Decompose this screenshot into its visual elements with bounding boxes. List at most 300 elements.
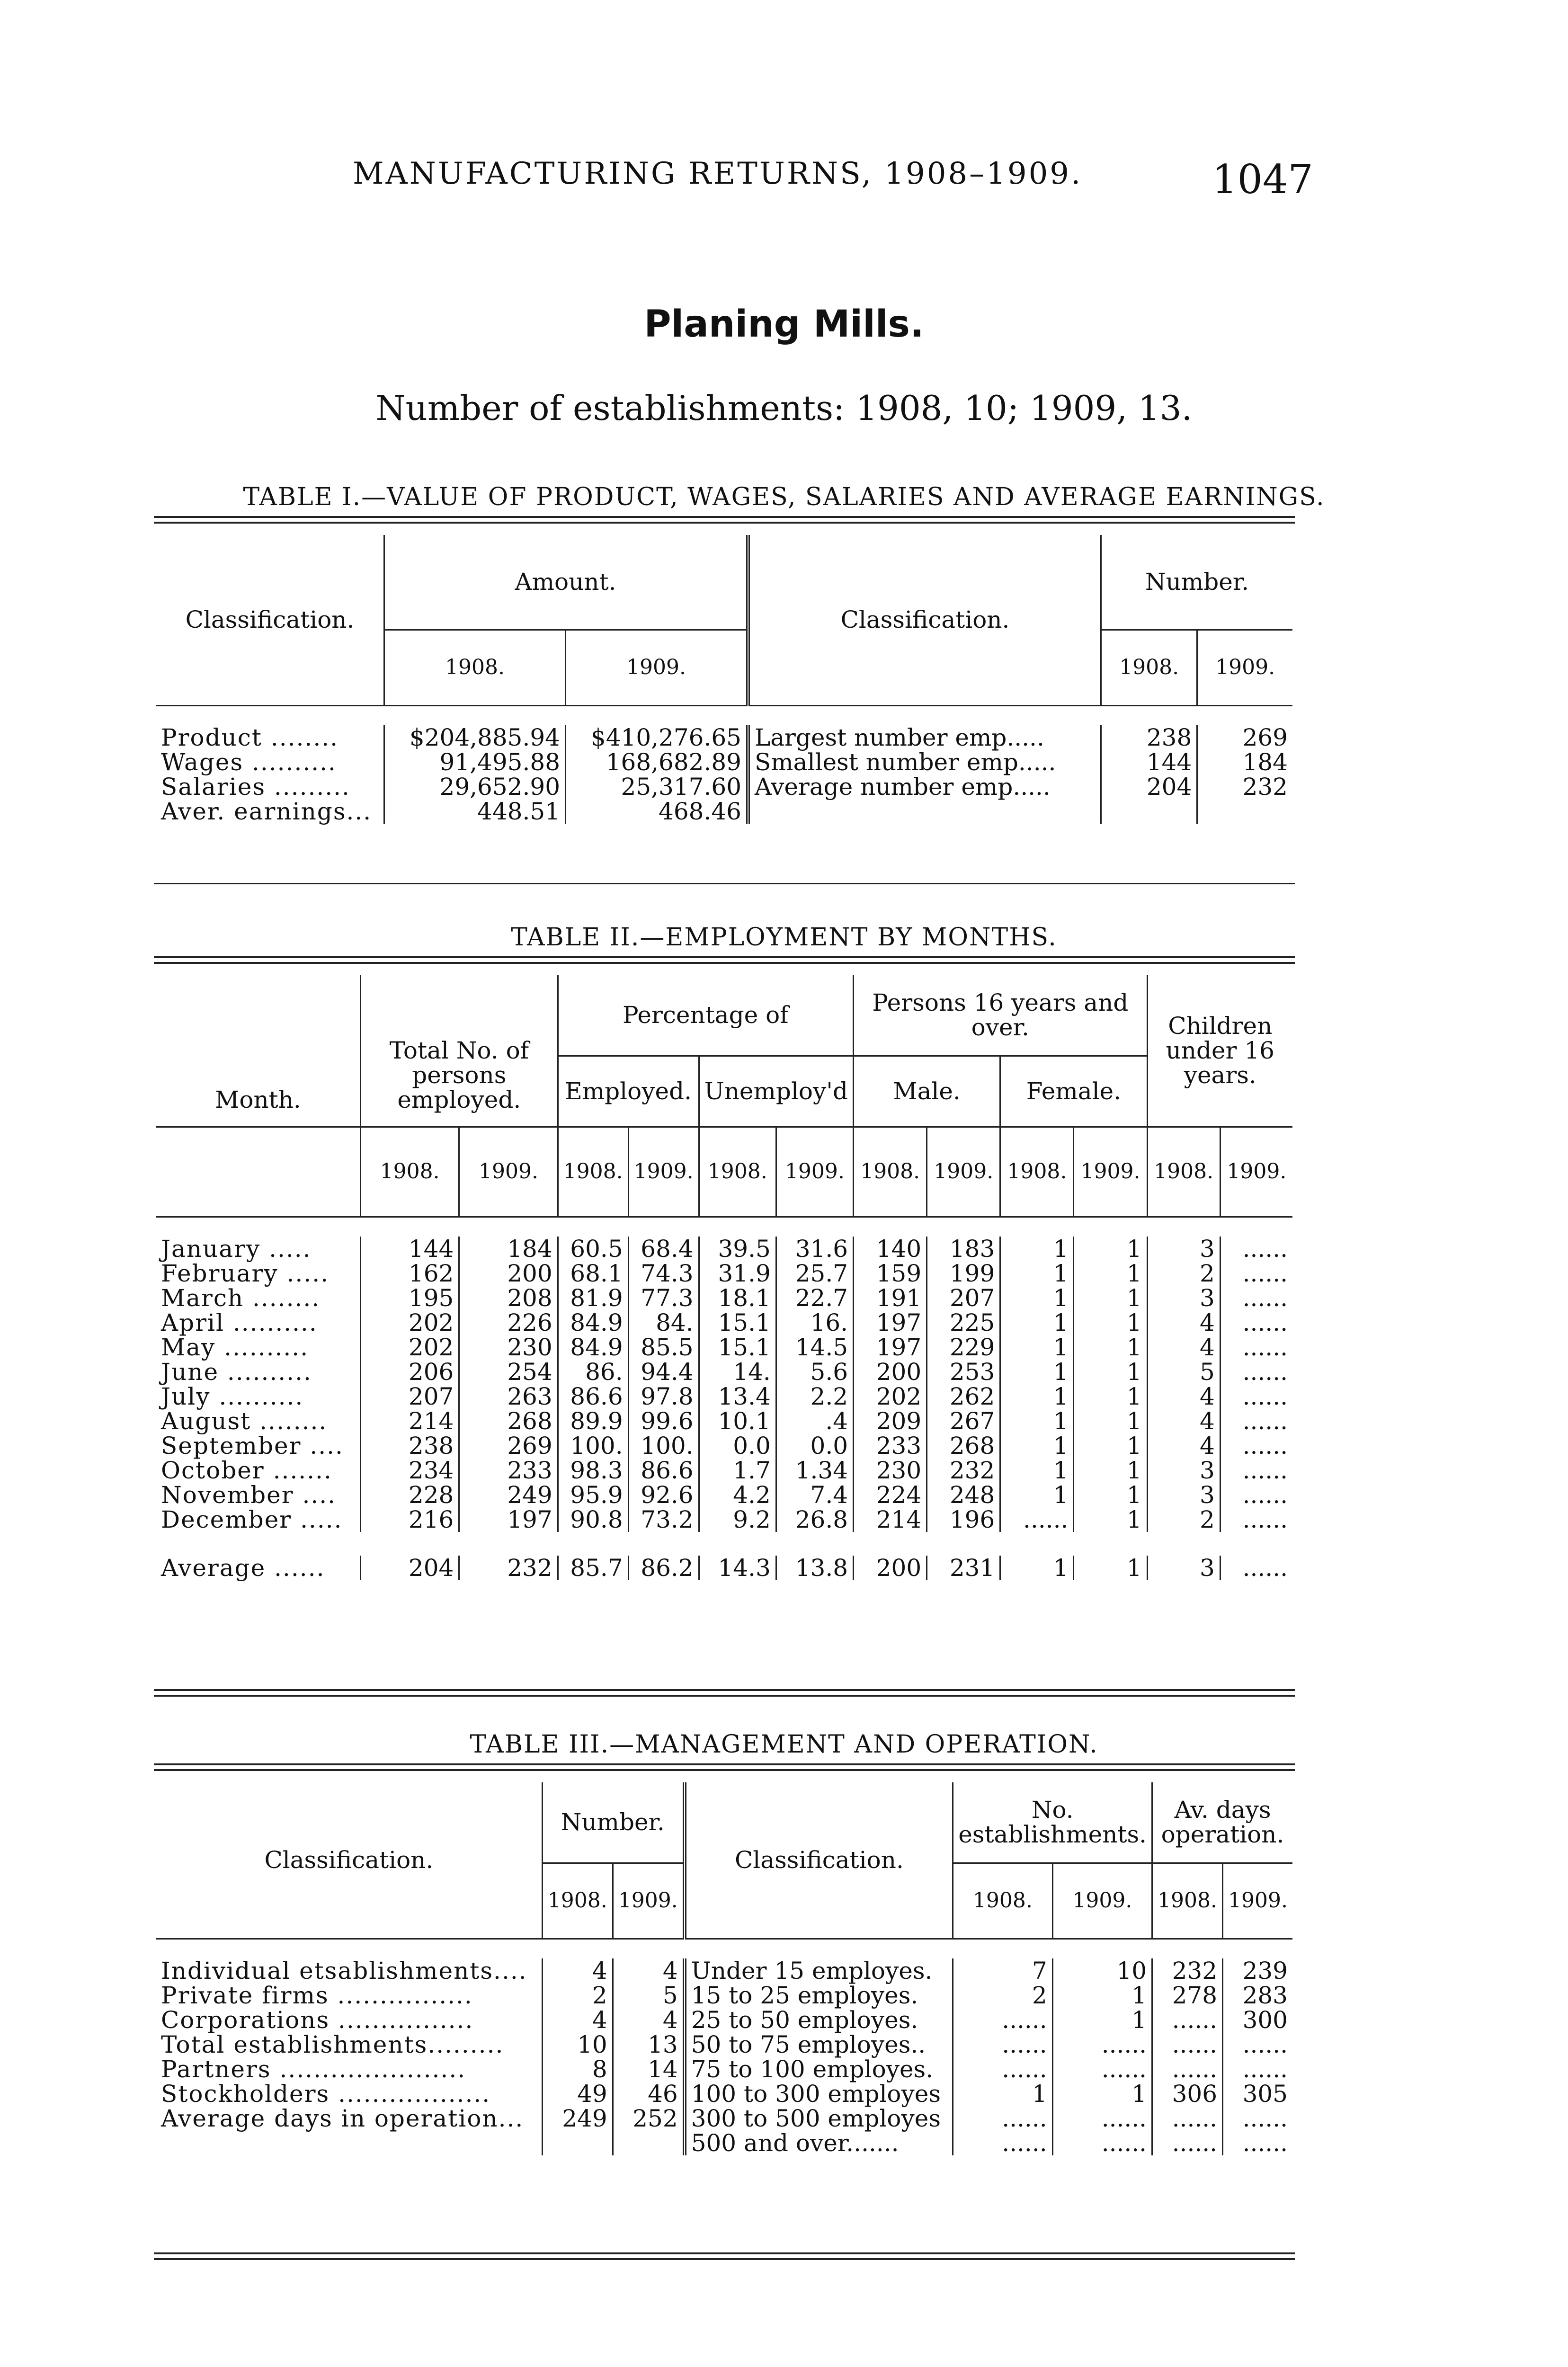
t1-value-1909: 25,317.60: [566, 774, 748, 799]
t1-value-1909: 168,682.89: [566, 750, 748, 774]
t2-value-cell: 5: [1147, 1360, 1220, 1384]
t2-value-cell: 4: [1147, 1409, 1220, 1433]
t2-year-cell: 1909.: [1074, 1127, 1147, 1217]
t2-children-header: Children under 16 years.: [1147, 975, 1292, 1127]
t3-row-label-right: 75 to 100 employes.: [685, 2057, 953, 2082]
t1-number-1909: 232: [1197, 774, 1292, 799]
t2-value-cell: 90.8: [558, 1507, 628, 1532]
t2-value-cell: 3: [1147, 1237, 1220, 1261]
t2-value-cell: 86.6: [628, 1458, 699, 1483]
t2-value-cell: 1.34: [776, 1458, 853, 1483]
t2-unemployed-header: Unemploy'd: [699, 1056, 853, 1127]
t2-value-cell: 13.8: [776, 1556, 853, 1580]
t2-value-cell: 263: [459, 1384, 558, 1409]
t2-value-cell: 204: [361, 1556, 459, 1580]
t2-value-cell: ......: [1220, 1261, 1292, 1286]
t3-number-1908: 2: [542, 1983, 613, 2008]
t2-value-cell: 18.1: [699, 1286, 776, 1310]
t3-days-1908-cell: 306: [1152, 2082, 1223, 2106]
t3-number-1908: 10: [542, 2032, 613, 2057]
t2-value-cell: 99.6: [628, 1409, 699, 1433]
table-row: [156, 1335, 1292, 1360]
t2-value-cell: 4.2: [699, 1483, 776, 1507]
t2-value-cell: ......: [1220, 1409, 1292, 1433]
t2-value-cell: ......: [1220, 1483, 1292, 1507]
t3-estab-1908-cell: 7: [953, 1958, 1052, 1983]
table3: [156, 1782, 1292, 2155]
t2-value-cell: 1: [1074, 1433, 1147, 1458]
t2-value-cell: 31.6: [776, 1237, 853, 1261]
t2-total-header: Total No. of persons employed.: [361, 975, 558, 1127]
t2-month-label: September ....: [161, 1432, 344, 1459]
table1-top-rule: [154, 516, 1295, 524]
t3-days-1909-cell: ......: [1223, 2057, 1292, 2082]
t2-value-cell: 214: [361, 1409, 459, 1433]
table3-caption: TABLE III.—MANAGEMENT AND OPERATION.: [470, 1730, 1098, 1759]
t2-value-cell: 15.1: [699, 1335, 776, 1360]
t2-male-header: Male.: [854, 1056, 1000, 1127]
t2-value-cell: ......: [1220, 1556, 1292, 1580]
t2-value-cell: 1: [1000, 1483, 1074, 1507]
t1-value-1909: 468.46: [566, 799, 748, 824]
t1-value-1908: 29,652.90: [384, 774, 566, 799]
t2-value-cell: 2.2: [776, 1384, 853, 1409]
t1-amount-header: Amount.: [384, 535, 748, 630]
t2-value-cell: 214: [854, 1507, 927, 1532]
t3-days-1909-cell: 239: [1223, 1958, 1292, 1983]
t2-value-cell: ......: [1000, 1507, 1074, 1532]
table1-bottom-rule: [154, 883, 1295, 884]
t3-number-1908: 249: [542, 2106, 613, 2131]
t3-number-1909: 4: [613, 1958, 684, 1983]
t2-value-cell: 97.8: [628, 1384, 699, 1409]
t3-days-1909-cell: ......: [1223, 2131, 1292, 2155]
t3-number-1908: 4: [542, 2008, 613, 2032]
t2-year-cell: 1908.: [699, 1127, 776, 1217]
t3-estab-1908-cell: 2: [953, 1983, 1052, 2008]
t2-value-cell: 73.2: [628, 1507, 699, 1532]
t1-number-1908: 204: [1101, 774, 1197, 799]
t3-estab-1908-cell: ......: [953, 2057, 1052, 2082]
t2-value-cell: 4: [1147, 1310, 1220, 1335]
t2-value-cell: 1: [1074, 1237, 1147, 1261]
t3-year-1909: 1909.: [613, 1863, 684, 1939]
table-row: [156, 1360, 1292, 1384]
t2-value-cell: 234: [361, 1458, 459, 1483]
t2-value-cell: 230: [854, 1458, 927, 1483]
table-row: [156, 1310, 1292, 1335]
t2-value-cell: 86.: [558, 1360, 628, 1384]
t3-row-label: Corporations ................: [161, 2006, 474, 2034]
t1-value-1908: 91,495.88: [384, 750, 566, 774]
t2-month-label: July ..........: [161, 1382, 304, 1410]
t2-value-cell: 267: [927, 1409, 1000, 1433]
t3-days-1909-cell: ......: [1223, 2106, 1292, 2131]
t2-value-cell: 216: [361, 1507, 459, 1532]
t2-value-cell: 1: [1000, 1286, 1074, 1310]
t2-value-cell: 4: [1147, 1335, 1220, 1360]
t2-value-cell: 268: [927, 1433, 1000, 1458]
t1-row-label: Aver. earnings...: [161, 797, 372, 825]
t2-month-label: March ........: [161, 1284, 321, 1312]
t2-month-label: June ..........: [161, 1358, 312, 1386]
t2-value-cell: 0.0: [699, 1433, 776, 1458]
t1-number-1909: 269: [1197, 725, 1292, 750]
t3-estab-1908-cell: 1: [953, 2082, 1052, 2106]
t3-classification-header: Classification.: [264, 1846, 434, 1874]
t1-row-label: Salaries .........: [161, 773, 350, 801]
t2-value-cell: ......: [1220, 1237, 1292, 1261]
t2-value-cell: 3: [1147, 1556, 1220, 1580]
t2-value-cell: 230: [459, 1335, 558, 1360]
t2-average-row: [156, 1556, 1292, 1580]
t2-value-cell: 1: [1000, 1384, 1074, 1409]
t2-spacer: [156, 1532, 1292, 1556]
t3-number-1908: [542, 2131, 613, 2155]
table-row: [156, 725, 1292, 750]
t2-value-cell: 1: [1000, 1433, 1074, 1458]
t2-persons16-header: Persons 16 years and over.: [854, 975, 1148, 1056]
t3-avdays-header: Av. days operation.: [1152, 1782, 1292, 1863]
t3-days-1909-cell: 300: [1223, 2008, 1292, 2032]
table-row: [156, 2131, 1292, 2155]
t1-year-1908: 1908.: [384, 630, 566, 705]
t2-value-cell: 1: [1000, 1360, 1074, 1384]
t2-year-cell: 1909.: [628, 1127, 699, 1217]
t1-number-1909: [1197, 799, 1292, 824]
t2-value-cell: 2: [1147, 1507, 1220, 1532]
t3-row-label-right: 300 to 500 employes: [685, 2106, 953, 2131]
t2-value-cell: 229: [927, 1335, 1000, 1360]
t3-estab-1908-cell: ......: [953, 2131, 1052, 2155]
t3-days-1908: 1908.: [1152, 1863, 1223, 1939]
t3-row-label-right: 15 to 25 employes.: [685, 1983, 953, 2008]
t2-value-cell: 1: [1000, 1310, 1074, 1335]
t2-value-cell: 84.9: [558, 1335, 628, 1360]
t2-value-cell: 60.5: [558, 1237, 628, 1261]
table-row: [156, 1286, 1292, 1310]
t3-number-1909: 252: [613, 2106, 684, 2131]
t3-row-label-right: 25 to 50 employes.: [685, 2008, 953, 2032]
t2-value-cell: 196: [927, 1507, 1000, 1532]
t2-value-cell: 95.9: [558, 1483, 628, 1507]
t2-value-cell: 207: [361, 1384, 459, 1409]
t3-days-1909-cell: ......: [1223, 2032, 1292, 2057]
t1-year-1909: 1909.: [566, 630, 748, 705]
t2-value-cell: 1: [1074, 1556, 1147, 1580]
t3-estab-1909-cell: 10: [1052, 1958, 1152, 1983]
t1-year-1909-right: 1909.: [1197, 630, 1292, 705]
t3-estab-1909-cell: ......: [1052, 2057, 1152, 2082]
t2-value-cell: 9.2: [699, 1507, 776, 1532]
t2-year-cell: 1908.: [854, 1127, 927, 1217]
t2-value-cell: 2: [1147, 1261, 1220, 1286]
establishments-subtitle: Number of establishments: 1908, 10; 1909, 13.: [375, 388, 1193, 428]
t2-value-cell: 100.: [628, 1433, 699, 1458]
t3-number-1909: 46: [613, 2082, 684, 2106]
t3-estab-1909-cell: 1: [1052, 1983, 1152, 2008]
t2-value-cell: 253: [927, 1360, 1000, 1384]
t2-value-cell: 68.4: [628, 1237, 699, 1261]
t2-value-cell: 77.3: [628, 1286, 699, 1310]
t3-number-1908: 4: [542, 1958, 613, 1983]
table-row: [156, 2032, 1292, 2057]
t2-value-cell: 228: [361, 1483, 459, 1507]
t2-value-cell: 268: [459, 1409, 558, 1433]
t2-value-cell: 202: [361, 1335, 459, 1360]
t3-days-1908-cell: ......: [1152, 2008, 1223, 2032]
t3-number-1909: 5: [613, 1983, 684, 2008]
table-row: [156, 1958, 1292, 1983]
t2-value-cell: 22.7: [776, 1286, 853, 1310]
t2-value-cell: 197: [459, 1507, 558, 1532]
t2-month-label: April ..........: [161, 1308, 318, 1336]
t2-year-cell: 1908.: [1147, 1127, 1220, 1217]
t2-value-cell: 1: [1074, 1483, 1147, 1507]
t2-month-label: November ....: [161, 1481, 337, 1509]
t3-estab-1909-cell: 1: [1052, 2082, 1152, 2106]
t2-value-cell: 14.5: [776, 1335, 853, 1360]
t2-value-cell: 1: [1000, 1335, 1074, 1360]
t2-value-cell: 26.8: [776, 1507, 853, 1532]
t2-value-cell: 1: [1000, 1409, 1074, 1433]
t1-row-label-right: Smallest number emp.....: [748, 750, 1101, 774]
t3-days-1909-cell: 283: [1223, 1983, 1292, 2008]
t2-value-cell: 15.1: [699, 1310, 776, 1335]
t2-value-cell: 1.7: [699, 1458, 776, 1483]
t2-value-cell: 3: [1147, 1483, 1220, 1507]
t2-value-cell: ......: [1220, 1286, 1292, 1310]
t2-value-cell: 1: [1074, 1261, 1147, 1286]
t3-number-1909: 4: [613, 2008, 684, 2032]
table1: [156, 535, 1292, 824]
t3-year-1908: 1908.: [542, 1863, 613, 1939]
t1-row-label: Wages ..........: [161, 748, 337, 776]
t2-value-cell: 74.3: [628, 1261, 699, 1286]
t3-number-1909: 13: [613, 2032, 684, 2057]
t2-value-cell: 85.7: [558, 1556, 628, 1580]
t2-value-cell: 14.3: [699, 1556, 776, 1580]
t2-month-label: February .....: [161, 1259, 329, 1287]
t3-days-1909: 1909.: [1223, 1863, 1292, 1939]
t3-row-label: Total establishments.........: [161, 2030, 504, 2058]
t2-year-cell: 1909.: [927, 1127, 1000, 1217]
t3-number-1909: [613, 2131, 684, 2155]
t2-value-cell: 7.4: [776, 1483, 853, 1507]
t2-value-cell: 262: [927, 1384, 1000, 1409]
t3-days-1908-cell: 278: [1152, 1983, 1223, 2008]
t2-value-cell: 10.1: [699, 1409, 776, 1433]
t2-value-cell: 197: [854, 1310, 927, 1335]
t2-value-cell: 4: [1147, 1433, 1220, 1458]
t1-value-1908: 448.51: [384, 799, 566, 824]
t2-value-cell: 100.: [558, 1433, 628, 1458]
table2-caption: TABLE II.—EMPLOYMENT BY MONTHS.: [511, 923, 1057, 952]
t2-year-cell: 1908.: [361, 1127, 459, 1217]
t2-value-cell: 89.9: [558, 1409, 628, 1433]
t2-value-cell: 85.5: [628, 1335, 699, 1360]
t2-value-cell: 1: [1074, 1286, 1147, 1310]
t2-value-cell: 4: [1147, 1384, 1220, 1409]
t2-value-cell: 140: [854, 1237, 927, 1261]
t1-value-1909: $410,276.65: [566, 725, 748, 750]
t2-month-label: December .....: [161, 1505, 343, 1533]
t2-value-cell: 232: [459, 1556, 558, 1580]
t3-number-header: Number.: [542, 1782, 684, 1863]
t1-row-label-right: Average number emp.....: [748, 774, 1101, 799]
t2-value-cell: ......: [1220, 1335, 1292, 1360]
t2-value-cell: 233: [854, 1433, 927, 1458]
t3-estab-1909-cell: ......: [1052, 2131, 1152, 2155]
t1-value-1908: $204,885.94: [384, 725, 566, 750]
t2-year-cell: 1908.: [1000, 1127, 1074, 1217]
table-row: [156, 1384, 1292, 1409]
t2-value-cell: ......: [1220, 1360, 1292, 1384]
t2-value-cell: 5.6: [776, 1360, 853, 1384]
running-title: MANUFACTURING RETURNS, 1908–1909.: [353, 156, 1083, 191]
t2-month-label: May ..........: [161, 1333, 309, 1361]
t3-row-label: Average days in operation...: [161, 2104, 524, 2132]
t2-value-cell: 86.6: [558, 1384, 628, 1409]
t2-value-cell: 1: [1074, 1409, 1147, 1433]
table3-top-rule: [154, 1763, 1295, 1771]
t2-value-cell: 13.4: [699, 1384, 776, 1409]
t1-number-1908: [1101, 799, 1197, 824]
t2-value-cell: 206: [361, 1360, 459, 1384]
t2-value-cell: 1: [1000, 1237, 1074, 1261]
t2-value-cell: 195: [361, 1286, 459, 1310]
t3-estab-1908-cell: ......: [953, 2008, 1052, 2032]
table3-bottom-rule: [154, 2252, 1295, 2260]
table-row: [156, 774, 1292, 799]
t2-value-cell: 208: [459, 1286, 558, 1310]
t1-year-1908-right: 1908.: [1101, 630, 1197, 705]
table2-bottom-rule: [154, 1689, 1295, 1697]
t2-value-cell: 197: [854, 1335, 927, 1360]
t2-month-label: October .......: [161, 1456, 332, 1484]
t3-classification-header-right: Classification.: [685, 1782, 953, 1939]
t2-value-cell: 254: [459, 1360, 558, 1384]
t3-days-1909-cell: 305: [1223, 2082, 1292, 2106]
t3-number-1908: 8: [542, 2057, 613, 2082]
t2-female-header: Female.: [1000, 1056, 1147, 1127]
t2-value-cell: 1: [1000, 1458, 1074, 1483]
t3-row-label: Partners ......................: [161, 2055, 466, 2083]
t2-value-cell: 1: [1074, 1310, 1147, 1335]
t2-year-cell: 1909.: [1220, 1127, 1292, 1217]
t3-estab-1908: 1908.: [953, 1863, 1052, 1939]
t2-value-cell: 1: [1000, 1556, 1074, 1580]
t1-number-1908: 238: [1101, 725, 1197, 750]
t2-year-cell: 1909.: [776, 1127, 853, 1217]
t2-year-cell: 1908.: [558, 1127, 628, 1217]
t2-value-cell: 183: [927, 1237, 1000, 1261]
t3-estab-1909-cell: ......: [1052, 2106, 1152, 2131]
t3-days-1908-cell: ......: [1152, 2131, 1223, 2155]
t2-value-cell: 16.: [776, 1310, 853, 1335]
t2-value-cell: 144: [361, 1237, 459, 1261]
t1-number-1909: 184: [1197, 750, 1292, 774]
t2-value-cell: 0.0: [776, 1433, 853, 1458]
t3-number-1908: 49: [542, 2082, 613, 2106]
t3-number-1909: 14: [613, 2057, 684, 2082]
t2-month-label: Average ......: [161, 1554, 325, 1582]
table-row: [156, 1458, 1292, 1483]
t2-percentage-header: Percentage of: [558, 975, 853, 1056]
t3-days-1908-cell: ......: [1152, 2057, 1223, 2082]
t3-row-label: [156, 2131, 542, 2155]
t2-month-label: August ........: [161, 1407, 328, 1435]
t2-value-cell: 232: [927, 1458, 1000, 1483]
table-row: [156, 1409, 1292, 1433]
t2-value-cell: 1: [1074, 1458, 1147, 1483]
t3-days-1908-cell: 232: [1152, 1958, 1223, 1983]
t3-row-label-right: Under 15 employes.: [685, 1958, 953, 1983]
t3-row-label-right: 50 to 75 employes..: [685, 2032, 953, 2057]
page-title: Planing Mills.: [644, 303, 924, 346]
t3-estab-1908-cell: ......: [953, 2106, 1052, 2131]
t2-value-cell: 225: [927, 1310, 1000, 1335]
t2-value-cell: 233: [459, 1458, 558, 1483]
t2-value-cell: 199: [927, 1261, 1000, 1286]
t2-value-cell: 94.4: [628, 1360, 699, 1384]
t2-value-cell: 224: [854, 1483, 927, 1507]
table-row: [156, 2057, 1292, 2082]
t2-value-cell: ......: [1220, 1507, 1292, 1532]
t3-row-label: Stockholders ..................: [161, 2080, 491, 2108]
t3-estab-header: No. establishments.: [953, 1782, 1152, 1863]
t1-classification-header: Classification.: [185, 606, 355, 634]
t3-estab-1909: 1909.: [1052, 1863, 1152, 1939]
t2-value-cell: 226: [459, 1310, 558, 1335]
t2-value-cell: 1: [1074, 1384, 1147, 1409]
t2-value-cell: 14.: [699, 1360, 776, 1384]
table-row: [156, 1507, 1292, 1532]
t2-value-cell: 207: [927, 1286, 1000, 1310]
t3-days-1908-cell: ......: [1152, 2106, 1223, 2131]
table2: [156, 975, 1292, 1580]
t2-value-cell: 269: [459, 1433, 558, 1458]
t2-value-cell: 86.2: [628, 1556, 699, 1580]
t3-days-1908-cell: ......: [1152, 2032, 1223, 2057]
t2-value-cell: 81.9: [558, 1286, 628, 1310]
t1-number-1908: 144: [1101, 750, 1197, 774]
t2-value-cell: 84.: [628, 1310, 699, 1335]
t3-row-label: Private firms ................: [161, 1981, 473, 2009]
t2-value-cell: 238: [361, 1433, 459, 1458]
t2-value-cell: 1: [1000, 1261, 1074, 1286]
t3-row-label-right: 500 and over.......: [685, 2131, 953, 2155]
t2-value-cell: 1: [1074, 1335, 1147, 1360]
t2-value-cell: 1: [1074, 1507, 1147, 1532]
t2-year-cell: 1909.: [459, 1127, 558, 1217]
t2-value-cell: 184: [459, 1237, 558, 1261]
t2-value-cell: 200: [854, 1556, 927, 1580]
t2-value-cell: 25.7: [776, 1261, 853, 1286]
t2-value-cell: 84.9: [558, 1310, 628, 1335]
table-row: [156, 2008, 1292, 2032]
t2-value-cell: 200: [854, 1360, 927, 1384]
t2-value-cell: 162: [361, 1261, 459, 1286]
t3-estab-1909-cell: ......: [1052, 2032, 1152, 2057]
table-row: [156, 1237, 1292, 1261]
t2-value-cell: 3: [1147, 1286, 1220, 1310]
t2-employed-header: Employed.: [558, 1056, 699, 1127]
t1-row-label: Product ........: [161, 723, 339, 751]
t2-value-cell: 39.5: [699, 1237, 776, 1261]
table2-top-rule: [154, 956, 1295, 964]
table-row: [156, 2106, 1292, 2131]
